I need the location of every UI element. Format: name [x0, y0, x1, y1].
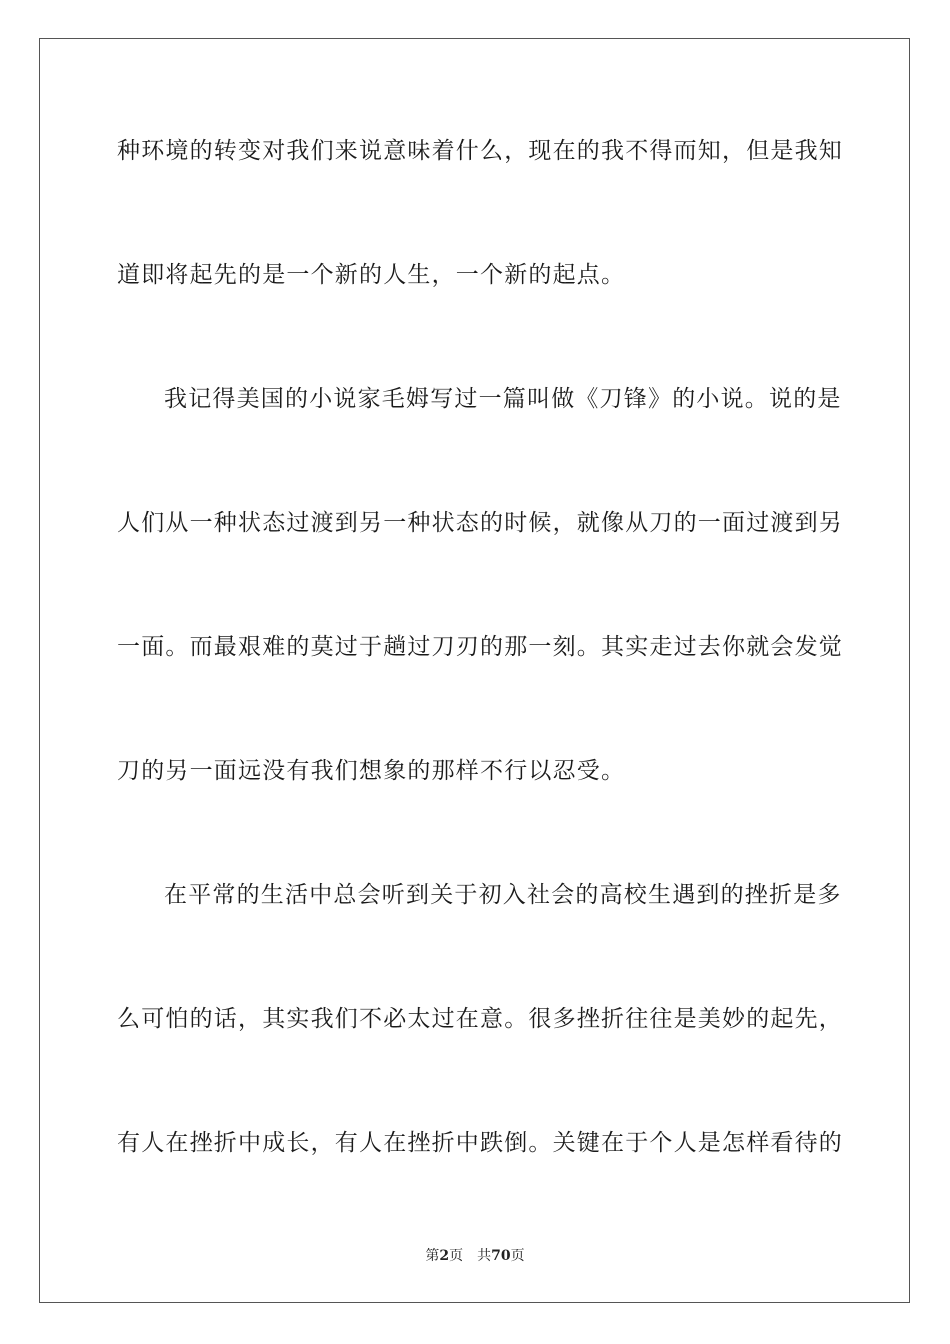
text-line-6: 刀的另一面远没有我们想象的那样不行以忍受。: [117, 758, 626, 784]
text-line-5: 一面。而最艰难的莫过于趟过刀刃的那一刻。其实走过去你就会发觉: [117, 634, 843, 660]
total-suffix: 页: [510, 1248, 525, 1264]
page-suffix: 页: [449, 1248, 464, 1264]
page-footer: [0, 1246, 950, 1266]
text-line-9: 有人在挫折中成长，有人在挫折中跌倒。关键在于个人是怎样看待的: [117, 1130, 843, 1156]
total-pages: 70: [491, 1248, 511, 1264]
text-line-7: 在平常的生活中总会听到关于初入社会的高校生遇到的挫折是多: [164, 882, 842, 908]
page-number: 2: [439, 1248, 450, 1264]
page-prefix: 第: [425, 1248, 440, 1264]
text-line-1: 种环境的转变对我们来说意味着什么，现在的我不得而知，但是我知: [117, 138, 843, 164]
text-line-3: 我记得美国的小说家毛姆写过一篇叫做《刀锋》的小说。说的是: [164, 386, 842, 412]
page-border: [39, 38, 910, 1303]
text-line-4: 人们从一种状态过渡到另一种状态的时候，就像从刀的一面过渡到另: [117, 510, 843, 536]
text-line-2: 道即将起先的是一个新的人生，一个新的起点。: [117, 262, 626, 288]
text-line-8: 么可怕的话，其实我们不必太过在意。很多挫折往往是美妙的起先，: [117, 1006, 843, 1032]
total-prefix: 共: [477, 1248, 492, 1264]
